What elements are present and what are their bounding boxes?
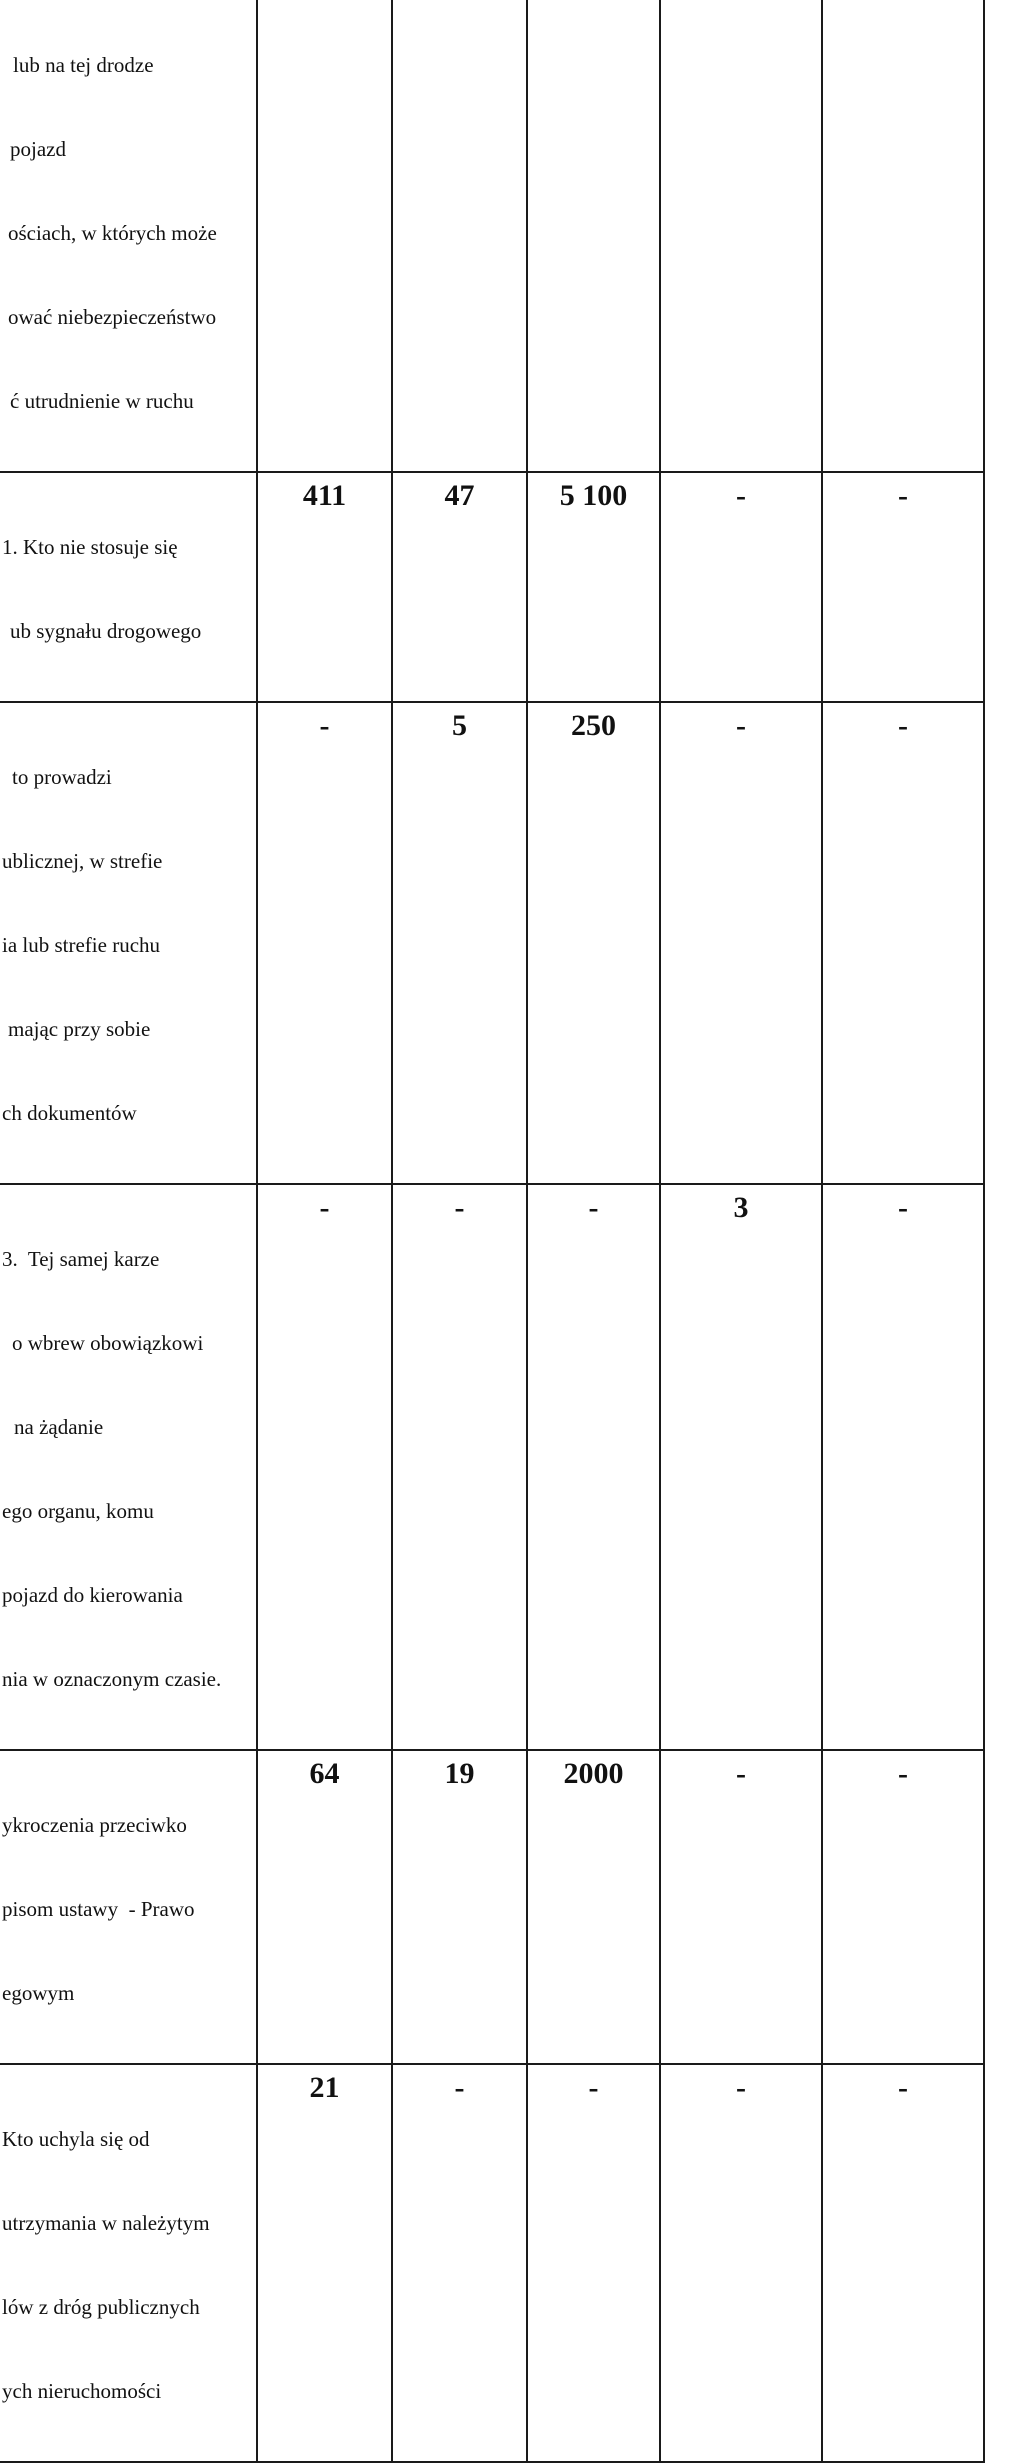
offense-description-cell	[0, 472, 257, 702]
value-cell	[392, 2064, 527, 2462]
value-text: -	[898, 1757, 908, 1790]
value-cell	[257, 2064, 392, 2462]
value-cell	[822, 472, 984, 702]
value-text: 2000	[563, 1757, 624, 1790]
description-line: 1. Kto nie stosuje się	[2, 535, 178, 559]
value-text: -	[898, 479, 908, 512]
description-line: mając przy sobie	[8, 1017, 151, 1041]
value-text: -	[454, 2071, 465, 2104]
value-cell	[822, 1184, 984, 1750]
value-cell	[257, 0, 392, 472]
value-text: 411	[302, 479, 347, 512]
table-row	[0, 472, 984, 702]
value-text: -	[898, 2071, 908, 2104]
value-cell	[660, 0, 822, 472]
value-text: -	[588, 2071, 599, 2104]
description-line: pojazd	[10, 137, 66, 161]
description-line: o wbrew obowiązkowi	[12, 1331, 204, 1355]
table-row	[0, 702, 984, 1184]
description-line: ych nieruchomości	[2, 2379, 162, 2403]
value-cell	[527, 0, 660, 472]
value-text: -	[319, 709, 330, 742]
description-line: lów z dróg publicznych	[2, 2295, 200, 2319]
value-text: 5 100	[559, 479, 628, 512]
description-line: 3. Tej samej karze	[2, 1247, 160, 1271]
value-cell	[660, 1184, 822, 1750]
description-line: pisom ustawy - Prawo	[2, 1897, 195, 1921]
value-cell	[660, 472, 822, 702]
value-text: -	[898, 1191, 908, 1224]
value-text: -	[588, 1191, 599, 1224]
value-text: -	[736, 1757, 746, 1790]
value-text: 19	[444, 1757, 475, 1790]
description-line: Kto uchyla się od	[2, 2127, 150, 2151]
value-cell	[392, 472, 527, 702]
value-text: -	[319, 1191, 330, 1224]
description-line: utrzymania w należytym	[2, 2211, 210, 2235]
table-row	[0, 2064, 984, 2462]
description-line: lub na tej drodze	[13, 53, 154, 77]
value-cell	[822, 1750, 984, 2064]
description-line: ego organu, komu	[2, 1499, 154, 1523]
table-row	[0, 1184, 984, 1750]
description-line: ublicznej, w strefie	[2, 849, 163, 873]
value-cell	[660, 1750, 822, 2064]
description-line: to prowadzi	[12, 765, 112, 789]
description-line: ć utrudnienie w ruchu	[10, 389, 194, 413]
value-cell	[392, 1184, 527, 1750]
value-text: -	[736, 2071, 746, 2104]
description-line: ościach, w których może	[8, 221, 217, 245]
value-cell	[822, 0, 984, 472]
value-cell	[257, 472, 392, 702]
offense-description-cell	[0, 1184, 257, 1750]
value-text: -	[736, 709, 746, 742]
description-line: ykroczenia przeciwko	[2, 1813, 187, 1837]
value-cell	[527, 702, 660, 1184]
description-line: pojazd do kierowania	[2, 1583, 183, 1607]
offense-description-cell	[0, 0, 257, 472]
value-cell	[527, 1750, 660, 2064]
offense-description-cell	[0, 2064, 257, 2462]
description-line: nia w oznaczonym czasie.	[2, 1667, 222, 1691]
offense-description-cell	[0, 702, 257, 1184]
value-cell	[660, 2064, 822, 2462]
description-line: egowym	[2, 1981, 75, 2005]
value-cell	[257, 702, 392, 1184]
value-cell	[822, 2064, 984, 2462]
value-cell	[527, 472, 660, 702]
value-cell	[392, 702, 527, 1184]
value-text: -	[898, 709, 908, 742]
value-cell	[660, 702, 822, 1184]
value-text: -	[454, 1191, 465, 1224]
value-cell	[392, 0, 527, 472]
description-line: ować niebezpieczeństwo	[8, 305, 217, 329]
value-cell	[527, 2064, 660, 2462]
value-text: 5	[452, 709, 467, 742]
value-cell	[822, 702, 984, 1184]
value-text: 47	[444, 479, 475, 512]
value-text: 250	[571, 709, 616, 742]
value-text: 3	[733, 1191, 749, 1224]
description-line: ia lub strefie ruchu	[2, 933, 161, 957]
value-text: 21	[309, 2071, 340, 2104]
value-cell	[527, 1184, 660, 1750]
value-text: 64	[309, 1757, 340, 1790]
description-line: ub sygnału drogowego	[10, 619, 202, 643]
description-line: na żądanie	[14, 1415, 104, 1439]
offense-description-cell	[0, 1750, 257, 2064]
value-text: -	[736, 479, 746, 512]
value-cell	[257, 1750, 392, 2064]
description-line: ch dokumentów	[2, 1101, 137, 1125]
value-cell	[257, 1184, 392, 1750]
table-row	[0, 0, 984, 472]
value-cell	[392, 1750, 527, 2064]
table-row	[0, 1750, 984, 2064]
